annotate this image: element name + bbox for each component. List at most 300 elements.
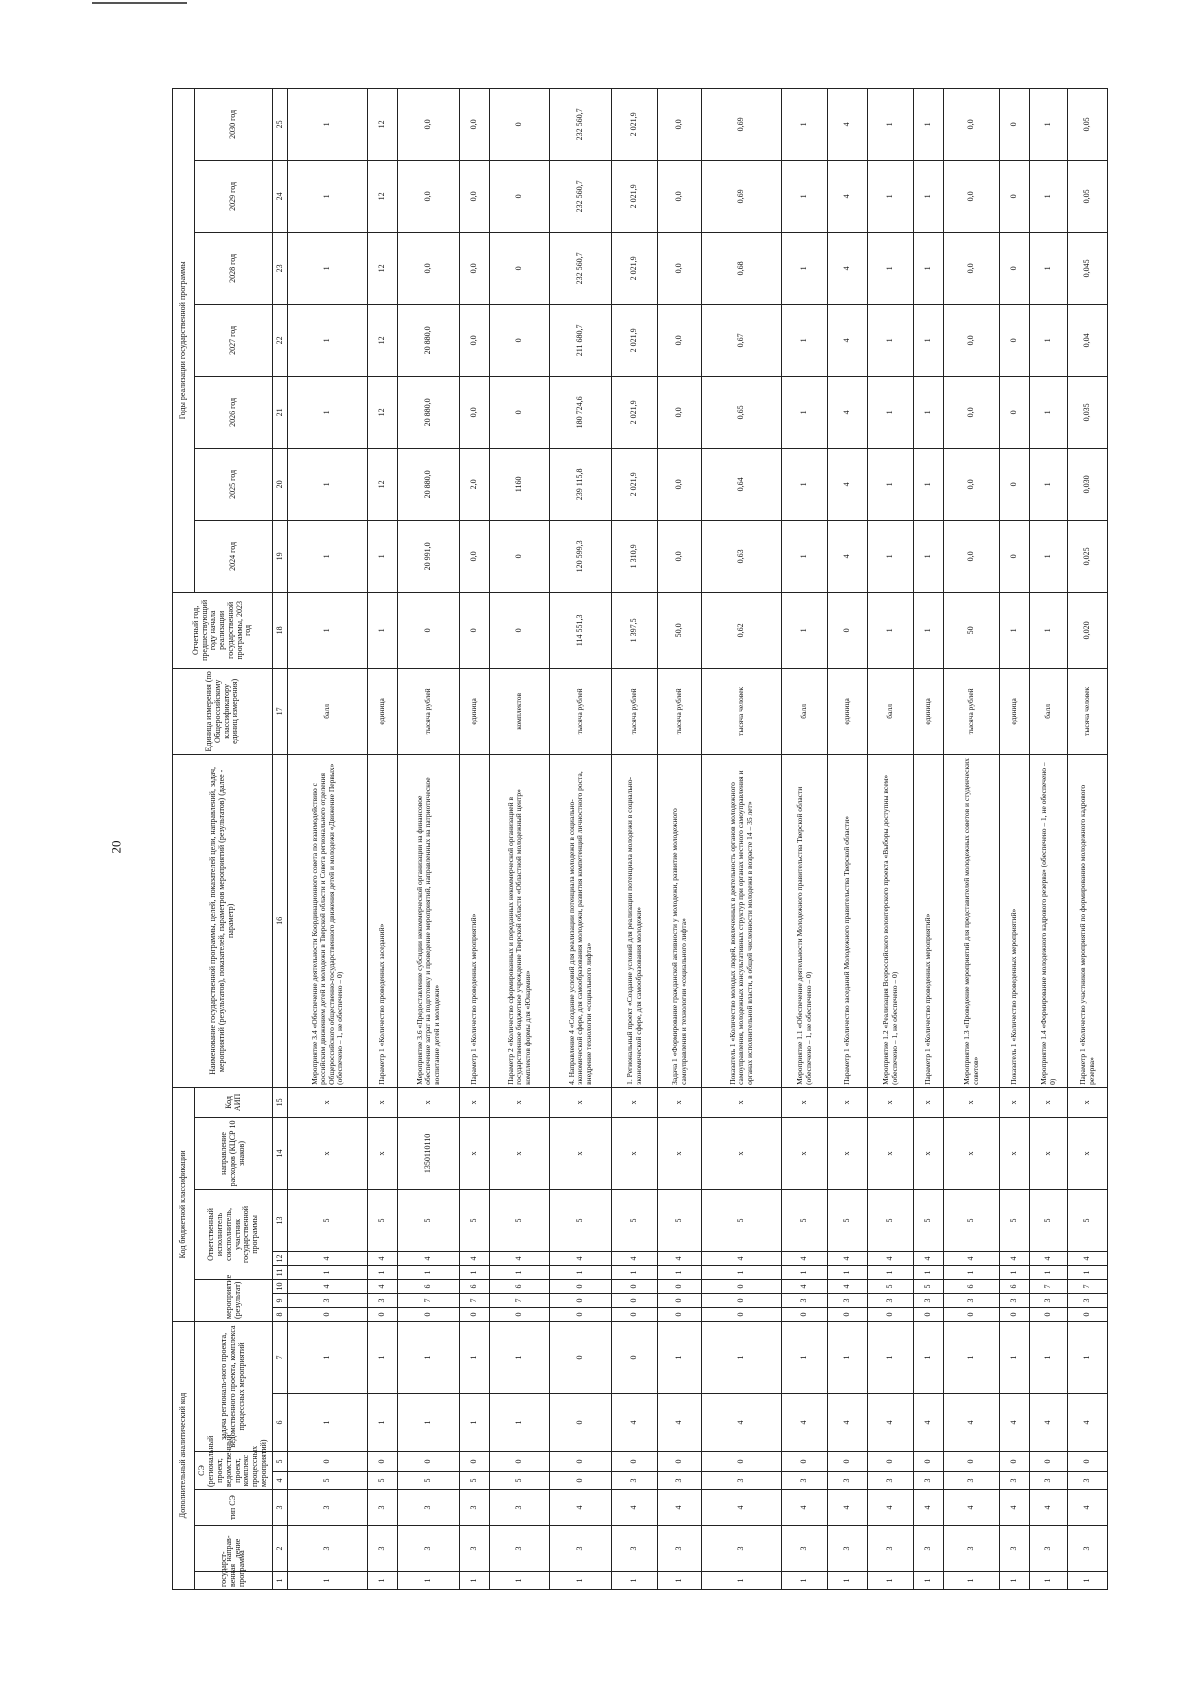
year-value: 0,0 xyxy=(658,376,702,448)
code-cell: 0 xyxy=(1030,1452,1068,1472)
top-edge-line xyxy=(92,2,187,4)
code-cell: 4 xyxy=(1000,1394,1030,1452)
code-cell: 4 xyxy=(914,1251,944,1265)
code-cell: 5 xyxy=(288,1472,368,1490)
header-aip: Код АИП xyxy=(195,1087,273,1117)
code-cell: 3 xyxy=(490,1526,550,1572)
table-row xyxy=(782,88,828,1589)
year-value: 0,0 xyxy=(658,520,702,592)
code-cell: 0 xyxy=(398,1307,460,1321)
code-cell: 4 xyxy=(782,1394,828,1452)
column-number: 16 xyxy=(273,754,288,1087)
code-cell: 1 xyxy=(398,1394,460,1452)
year-value: 2 021,9 xyxy=(612,448,658,520)
code-cell: 3 xyxy=(828,1293,868,1307)
year-value: 0,0 xyxy=(944,232,1000,304)
base-year-value: 0 xyxy=(398,592,460,668)
table-row xyxy=(828,88,868,1589)
row-unit: тысяча рублей xyxy=(658,668,702,754)
table-row xyxy=(550,88,612,1589)
code-cell: 4 xyxy=(828,1490,868,1526)
year-value: 1 xyxy=(868,520,914,592)
code-cell: 5 xyxy=(460,1189,490,1251)
code-cell: 3 xyxy=(914,1472,944,1490)
table-row xyxy=(944,88,1000,1589)
row-unit: тысяча рублей xyxy=(612,668,658,754)
code-cell: 5 xyxy=(658,1189,702,1251)
year-value: 1 xyxy=(782,520,828,592)
code-cell: 5 xyxy=(398,1189,460,1251)
code-cell: x xyxy=(1030,1087,1068,1117)
year-value: 0,67 xyxy=(702,304,782,376)
code-cell: 4 xyxy=(702,1394,782,1452)
code-cell: 4 xyxy=(550,1490,612,1526)
column-number: 21 xyxy=(273,376,288,448)
code-cell: 1 xyxy=(368,1321,398,1393)
code-cell: 1 xyxy=(782,1265,828,1279)
year-value: 0,0 xyxy=(398,232,460,304)
code-cell: 0 xyxy=(658,1307,702,1321)
code-cell: 0 xyxy=(490,1452,550,1472)
year-value: 20 991,0 xyxy=(398,520,460,592)
code-cell: 0 xyxy=(944,1452,1000,1472)
row-unit: тысяча человек xyxy=(1068,668,1108,754)
year-value: 1 xyxy=(914,448,944,520)
code-cell: 5 xyxy=(550,1189,612,1251)
code-cell: 4 xyxy=(828,1251,868,1265)
code-cell: 1 xyxy=(782,1321,828,1393)
code-cell: 0 xyxy=(612,1321,658,1393)
code-cell: 4 xyxy=(1030,1251,1068,1265)
code-cell: 1 xyxy=(288,1572,368,1590)
table-row xyxy=(1030,88,1068,1589)
year-value: 1 xyxy=(782,160,828,232)
code-cell: 1 xyxy=(944,1572,1000,1590)
code-cell: 7 xyxy=(460,1293,490,1307)
base-year-value: 1 xyxy=(1030,592,1068,668)
row-name: Мероприятие 1.1 «Обеспечение деятельности Молодежного правительства Тверской области (обеспечено – 1, не обеспечено – 0) xyxy=(782,754,828,1087)
code-cell: 3 xyxy=(1000,1472,1030,1490)
code-cell: 0 xyxy=(828,1307,868,1321)
year-value: 1 xyxy=(914,232,944,304)
year-value: 0,0 xyxy=(460,160,490,232)
row-name: Мероприятие 1.4 «Формирование молодежного кадрового резерва» (обеспечено – 1, не обеспечено – 0) xyxy=(1030,754,1068,1087)
code-cell: 3 xyxy=(782,1472,828,1490)
code-cell: 1 xyxy=(398,1265,460,1279)
code-cell: 1 xyxy=(1068,1321,1108,1393)
year-value: 1 xyxy=(914,520,944,592)
row-unit: тысяча человек xyxy=(702,668,782,754)
code-cell: 0 xyxy=(702,1293,782,1307)
code-cell: 1 xyxy=(398,1572,460,1590)
table-row xyxy=(702,88,782,1589)
code-cell: 4 xyxy=(868,1490,914,1526)
column-number: 13 xyxy=(273,1189,288,1251)
code-cell: 4 xyxy=(828,1394,868,1452)
code-cell: 3 xyxy=(702,1526,782,1572)
code-cell: 4 xyxy=(1000,1490,1030,1526)
code-cell: 0 xyxy=(288,1452,368,1472)
year-value: 4 xyxy=(828,160,868,232)
code-cell: 3 xyxy=(944,1293,1000,1307)
year-value: 0,0 xyxy=(944,88,1000,160)
year-value: 0,04 xyxy=(1068,304,1108,376)
code-cell: 4 xyxy=(1068,1490,1108,1526)
base-year-value: 0 xyxy=(828,592,868,668)
header-event: мероприятие (результат) xyxy=(195,1279,273,1321)
column-number: 24 xyxy=(273,160,288,232)
year-value: 0,68 xyxy=(702,232,782,304)
code-cell: 3 xyxy=(398,1490,460,1526)
column-number: 6 xyxy=(273,1394,288,1452)
year-value: 0,0 xyxy=(944,160,1000,232)
code-cell: 5 xyxy=(368,1472,398,1490)
code-cell: 1 xyxy=(490,1394,550,1452)
code-cell: x xyxy=(1000,1087,1030,1117)
row-name: Мероприятие 3.4 «Обеспечение деятельности Координационного совета по взаимодействию с российским движением детей и молодежи в Тверской области и Совета регионального отделения Общероссийского общественно-государственного движения детей и молодежи «Движение Первых» (обеспечено – 1, не обеспечено – 0) xyxy=(288,754,368,1087)
header-se: СЭ (региональный проект, ведомственный проект, комплекс процессных мероприятий) xyxy=(195,1452,273,1490)
code-cell: 4 xyxy=(914,1394,944,1452)
year-value: 0,05 xyxy=(1068,160,1108,232)
year-value: 0 xyxy=(1000,304,1030,376)
code-cell: 0 xyxy=(658,1293,702,1307)
code-cell: x xyxy=(828,1087,868,1117)
code-cell: 0 xyxy=(702,1307,782,1321)
year-value: 0,0 xyxy=(460,376,490,448)
code-cell: 0 xyxy=(550,1472,612,1490)
code-cell: 3 xyxy=(288,1526,368,1572)
base-year-value: 1 xyxy=(914,592,944,668)
code-cell: 1 xyxy=(612,1572,658,1590)
code-cell: 0 xyxy=(828,1452,868,1472)
base-year-value: 1 xyxy=(868,592,914,668)
code-cell: 0 xyxy=(550,1394,612,1452)
code-cell: 0 xyxy=(460,1452,490,1472)
column-number: 12 xyxy=(273,1251,288,1265)
year-value: 0,0 xyxy=(944,448,1000,520)
year-value: 0 xyxy=(1000,376,1030,448)
code-cell: 1 xyxy=(944,1265,1000,1279)
year-value: 1 xyxy=(1030,232,1068,304)
header-task: задача региональ-ного проекта, ведомственного проекта, комплекса процессных мероприятий xyxy=(195,1321,273,1451)
year-value: 1 xyxy=(782,448,828,520)
code-cell: 0 xyxy=(1030,1307,1068,1321)
header-name: Наименование государственной программы, целей, показателей цели, направлений, задач, мероприятий (результатов), показателей, параметров мероприятий (результатов) (далее - параметр) xyxy=(173,754,273,1087)
code-cell: 6 xyxy=(1000,1279,1030,1293)
code-cell: 4 xyxy=(368,1251,398,1265)
year-value: 1 310,9 xyxy=(612,520,658,592)
year-value: 0,65 xyxy=(702,376,782,448)
code-cell: 1 xyxy=(914,1265,944,1279)
year-value: 1 xyxy=(288,304,368,376)
row-unit: балл xyxy=(868,668,914,754)
row-name: 4. Направление 4 «Создание условий для реализации потенциала молодежи в социально-экономической сфере, для самообразования молодежи, развития компетенций личностного роста, внедрение технологии «социального лифта» xyxy=(550,754,612,1087)
year-value: 2 021,9 xyxy=(612,376,658,448)
base-year-value: 50 xyxy=(944,592,1000,668)
year-value: 0,0 xyxy=(944,304,1000,376)
column-number: 14 xyxy=(273,1117,288,1189)
base-year-value: 0,62 xyxy=(702,592,782,668)
year-value: 1 xyxy=(288,520,368,592)
year-value: 0,0 xyxy=(460,520,490,592)
code-cell: 0 xyxy=(1068,1307,1108,1321)
year-value: 1 xyxy=(1030,304,1068,376)
code-cell: 4 xyxy=(868,1394,914,1452)
code-cell: 1 xyxy=(658,1265,702,1279)
code-cell: 3 xyxy=(868,1526,914,1572)
code-cell: 3 xyxy=(1068,1472,1108,1490)
row-unit: единица xyxy=(368,668,398,754)
program-table xyxy=(172,88,1108,1590)
code-cell: 1 xyxy=(460,1321,490,1393)
table-row xyxy=(1000,88,1030,1589)
year-value: 4 xyxy=(828,88,868,160)
code-cell: 6 xyxy=(944,1279,1000,1293)
rotated-table-sheet xyxy=(172,98,1096,1590)
year-value: 0,0 xyxy=(398,88,460,160)
code-cell: 7 xyxy=(1030,1279,1068,1293)
year-value: 0,0 xyxy=(460,232,490,304)
code-cell: 3 xyxy=(658,1526,702,1572)
code-cell: 3 xyxy=(612,1472,658,1490)
code-cell: 0 xyxy=(658,1452,702,1472)
code-cell: 1 xyxy=(944,1321,1000,1393)
code-cell: 3 xyxy=(460,1526,490,1572)
row-name: Показатель 1 «Количество молодых людей, вовлеченных в деятельность органов молодежного самоуправления, молодежных консультативных структур при органах местного самоуправления и органах исполнительной власти, в общей численности молодежи в возрасте 14 – 35 лет» xyxy=(702,754,782,1087)
code-cell: 3 xyxy=(1030,1293,1068,1307)
code-cell: 0 xyxy=(550,1321,612,1393)
header-year-2025: 2025 год xyxy=(195,448,273,520)
code-cell: 4 xyxy=(1030,1394,1068,1452)
code-cell: 4 xyxy=(612,1251,658,1265)
table-row xyxy=(658,88,702,1589)
code-cell: x xyxy=(914,1117,944,1189)
code-cell: 3 xyxy=(944,1526,1000,1572)
code-cell: 1 xyxy=(1030,1572,1068,1590)
year-value: 0 xyxy=(1000,448,1030,520)
code-cell: 5 xyxy=(490,1472,550,1490)
base-year-value: 1 xyxy=(368,592,398,668)
column-number: 1 xyxy=(273,1572,288,1590)
year-value: 12 xyxy=(368,160,398,232)
year-value: 0,0 xyxy=(658,160,702,232)
year-value: 1 xyxy=(288,160,368,232)
code-cell: 1 xyxy=(490,1321,550,1393)
code-cell: x xyxy=(1000,1117,1030,1189)
code-cell: 5 xyxy=(398,1472,460,1490)
header-year-2027: 2027 год xyxy=(195,304,273,376)
year-value: 180 724,6 xyxy=(550,376,612,448)
code-cell: 0 xyxy=(868,1452,914,1472)
year-value: 232 560,7 xyxy=(550,88,612,160)
year-value: 0,0 xyxy=(460,304,490,376)
year-value: 1 xyxy=(914,160,944,232)
code-cell: x xyxy=(1068,1087,1108,1117)
year-value: 0,69 xyxy=(702,88,782,160)
year-value: 1 xyxy=(782,88,828,160)
row-name: Показатель 1 «Количество проведенных мероприятий» xyxy=(1000,754,1030,1087)
code-cell: 0 xyxy=(550,1452,612,1472)
year-value: 1 xyxy=(1030,160,1068,232)
column-number: 7 xyxy=(273,1321,288,1393)
code-cell: 1 xyxy=(460,1265,490,1279)
code-cell: 1 xyxy=(1030,1321,1068,1393)
row-name: Параметр 1 «Количество проведенных мероприятий» xyxy=(460,754,490,1087)
code-cell: 1 xyxy=(490,1572,550,1590)
column-number: 2 xyxy=(273,1526,288,1572)
code-cell: 5 xyxy=(868,1189,914,1251)
code-cell: 0 xyxy=(460,1307,490,1321)
code-cell: 1 xyxy=(828,1321,868,1393)
year-value: 0,030 xyxy=(1068,448,1108,520)
row-name: Параметр 1 «Количество проведенных мероприятий» xyxy=(914,754,944,1087)
code-cell: 4 xyxy=(398,1251,460,1265)
code-cell: 0 xyxy=(550,1307,612,1321)
code-cell: 1 xyxy=(702,1321,782,1393)
header-year-2024: 2024 год xyxy=(195,520,273,592)
row-name: Параметр 1 «Количество заседаний Молодежного правительства Тверской области» xyxy=(828,754,868,1087)
year-value: 0 xyxy=(1000,520,1030,592)
code-cell: 3 xyxy=(288,1490,368,1526)
year-value: 0 xyxy=(1000,88,1030,160)
code-cell: 4 xyxy=(944,1394,1000,1452)
year-value: 12 xyxy=(368,232,398,304)
year-value: 12 xyxy=(368,88,398,160)
row-unit: тысяча рублей xyxy=(944,668,1000,754)
base-year-value: 114 551,3 xyxy=(550,592,612,668)
code-cell: 3 xyxy=(782,1293,828,1307)
code-cell: 4 xyxy=(368,1279,398,1293)
year-value: 1 xyxy=(914,304,944,376)
header-year-2028: 2028 год xyxy=(195,232,273,304)
code-cell: 4 xyxy=(868,1251,914,1265)
code-cell: 0 xyxy=(702,1452,782,1472)
column-number: 10 xyxy=(273,1279,288,1293)
column-number-row xyxy=(273,88,288,1589)
code-cell: 5 xyxy=(460,1472,490,1490)
year-value: 0,0 xyxy=(658,304,702,376)
year-value: 0,025 xyxy=(1068,520,1108,592)
code-cell: 3 xyxy=(1030,1526,1068,1572)
column-number: 3 xyxy=(273,1490,288,1526)
code-cell: 1 xyxy=(490,1265,550,1279)
year-value: 12 xyxy=(368,448,398,520)
year-value: 12 xyxy=(368,304,398,376)
column-number: 20 xyxy=(273,448,288,520)
year-value: 1 xyxy=(868,304,914,376)
base-year-value: 0,020 xyxy=(1068,592,1108,668)
year-value: 0,0 xyxy=(944,376,1000,448)
code-cell: 0 xyxy=(1000,1307,1030,1321)
code-cell: 3 xyxy=(828,1472,868,1490)
column-number: 4 xyxy=(273,1472,288,1490)
year-value: 0,0 xyxy=(944,520,1000,592)
code-cell: 1 xyxy=(868,1265,914,1279)
code-cell: 5 xyxy=(368,1189,398,1251)
code-cell: 0 xyxy=(550,1279,612,1293)
row-unit: балл xyxy=(1030,668,1068,754)
year-value: 4 xyxy=(828,448,868,520)
row-unit: балл xyxy=(782,668,828,754)
column-number: 5 xyxy=(273,1452,288,1472)
column-number: 23 xyxy=(273,232,288,304)
code-cell: x xyxy=(490,1087,550,1117)
code-cell: x xyxy=(1068,1117,1108,1189)
year-value: 20 880,0 xyxy=(398,448,460,520)
row-unit: комплектов xyxy=(490,668,550,754)
table-row xyxy=(368,88,398,1589)
code-cell: 5 xyxy=(868,1279,914,1293)
year-value: 211 680,7 xyxy=(550,304,612,376)
code-cell: 1 xyxy=(868,1572,914,1590)
row-name: Параметр 2 «Количество сформированных и переданных некоммерческой организацией в государственное бюджетное учреждение Тверской области «Областной молодежный центр» комплектов формы для «Юнармии» xyxy=(490,754,550,1087)
code-cell: 0 xyxy=(782,1452,828,1472)
header-budget-code: Код бюджетной классификации xyxy=(173,1087,195,1321)
code-cell: 1 xyxy=(368,1572,398,1590)
code-cell: x xyxy=(782,1117,828,1189)
code-cell: 1 xyxy=(702,1572,782,1590)
code-cell: 0 xyxy=(612,1293,658,1307)
header-base-year: Отчетный год, предшествующий году начала реализации государственной программы, 2023 год xyxy=(173,592,273,668)
row-name: Задача 1 «Формирование гражданской активности у молодежи, развитие молодежного самоуправления и технологии «социального лифта» xyxy=(658,754,702,1087)
code-cell: 5 xyxy=(612,1189,658,1251)
column-number: 18 xyxy=(273,592,288,668)
code-cell: 1 xyxy=(368,1265,398,1279)
code-cell: 1 xyxy=(1068,1265,1108,1279)
year-value: 232 560,7 xyxy=(550,160,612,232)
year-value: 1 xyxy=(868,376,914,448)
code-cell: 0 xyxy=(612,1452,658,1472)
code-cell: 4 xyxy=(944,1490,1000,1526)
code-cell: 4 xyxy=(828,1279,868,1293)
year-value: 4 xyxy=(828,232,868,304)
code-cell: 6 xyxy=(490,1279,550,1293)
year-value: 1 xyxy=(288,232,368,304)
base-year-value: 0 xyxy=(460,592,490,668)
code-cell: 3 xyxy=(1068,1526,1108,1572)
code-cell: x xyxy=(828,1117,868,1189)
code-cell: 4 xyxy=(550,1251,612,1265)
code-cell: 1 xyxy=(288,1265,368,1279)
header-unit: Единица измерения (по Общероссийскому классификатору единиц измерения) xyxy=(173,668,273,754)
year-value: 0,045 xyxy=(1068,232,1108,304)
code-cell: x xyxy=(288,1117,368,1189)
code-cell: 1 xyxy=(460,1394,490,1452)
code-cell: 4 xyxy=(702,1490,782,1526)
year-value: 0 xyxy=(490,376,550,448)
code-cell: 3 xyxy=(782,1526,828,1572)
code-cell: x xyxy=(782,1087,828,1117)
code-cell: 0 xyxy=(1068,1452,1108,1472)
year-value: 2 021,9 xyxy=(612,232,658,304)
header-year-2030: 2030 год xyxy=(195,88,273,160)
code-cell: 0 xyxy=(398,1452,460,1472)
table-body xyxy=(273,88,1108,1589)
year-value: 1 xyxy=(288,88,368,160)
code-cell: 4 xyxy=(658,1394,702,1452)
code-cell: 3 xyxy=(944,1472,1000,1490)
year-value: 20 880,0 xyxy=(398,304,460,376)
year-value: 0,63 xyxy=(702,520,782,592)
code-cell: x xyxy=(658,1117,702,1189)
header-gos-program: государст-венная программа xyxy=(195,1572,273,1590)
code-cell: x xyxy=(944,1117,1000,1189)
page-number: 20 xyxy=(108,840,123,854)
column-number: 17 xyxy=(273,668,288,754)
code-cell: 3 xyxy=(612,1526,658,1572)
row-unit: единица xyxy=(460,668,490,754)
year-value: 0 xyxy=(490,88,550,160)
